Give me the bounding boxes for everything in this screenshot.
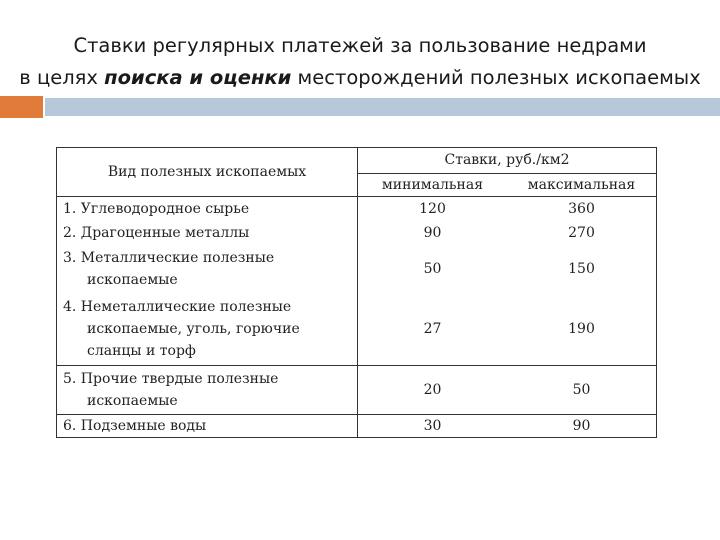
row-name-line: ископаемые xyxy=(87,393,178,409)
row-name xyxy=(57,221,358,245)
row-name-line: сланцы и торф xyxy=(87,343,196,359)
header-mineral-type: Вид полезных ископаемых xyxy=(57,148,358,197)
row-name xyxy=(57,415,358,438)
title-line-2-prefix: в целях xyxy=(19,66,105,89)
row-name-line: ископаемые xyxy=(87,272,178,288)
row-name xyxy=(57,366,358,415)
slide-title xyxy=(0,30,720,94)
table-row xyxy=(57,221,657,245)
title-line-2 xyxy=(0,62,720,94)
header-max: максимальная xyxy=(507,173,657,196)
row-name xyxy=(57,293,358,366)
table-row xyxy=(57,293,657,366)
row-max: 190 xyxy=(507,293,657,366)
row-name-line: 5. Прочие твердые полезные xyxy=(63,371,279,387)
row-min: 120 xyxy=(358,197,508,222)
row-max: 360 xyxy=(507,197,657,222)
rates-table-container xyxy=(56,147,657,438)
table-row xyxy=(57,366,657,415)
row-max: 90 xyxy=(507,415,657,438)
row-min: 30 xyxy=(358,415,508,438)
row-name-line: 2. Драгоценные металлы xyxy=(63,225,250,241)
row-name-line: 3. Металлические полезные xyxy=(63,250,275,266)
row-name xyxy=(57,197,358,222)
accent-bar xyxy=(0,96,720,118)
header-min: минимальная xyxy=(358,173,508,196)
row-name xyxy=(57,245,358,293)
row-name-line: ископаемые, уголь, горючие xyxy=(87,321,300,337)
table-row xyxy=(57,197,657,222)
row-name-line: 6. Подземные воды xyxy=(63,418,207,434)
table-row xyxy=(57,415,657,438)
table-row xyxy=(57,245,657,293)
row-max: 50 xyxy=(507,366,657,415)
row-name-line: 1. Углеводородное сырье xyxy=(63,201,250,217)
title-line-1: Ставки регулярных платежей за пользование недрами xyxy=(73,34,647,57)
title-line-2-suffix: месторождений полезных ископаемых xyxy=(291,66,701,89)
row-min: 20 xyxy=(358,366,508,415)
header-rates: Ставки, руб./км2 xyxy=(358,148,657,174)
row-min: 90 xyxy=(358,221,508,245)
row-name-line: 4. Неметаллические полезные xyxy=(63,299,292,315)
row-min: 50 xyxy=(358,245,508,293)
accent-orange-block xyxy=(0,96,43,118)
row-max: 270 xyxy=(507,221,657,245)
accent-blue-strip xyxy=(45,98,720,116)
table-header-row-1 xyxy=(57,148,657,174)
rates-table xyxy=(56,147,657,438)
title-line-2-emphasis: поиска и оценки xyxy=(104,66,292,89)
row-max: 150 xyxy=(507,245,657,293)
row-min: 27 xyxy=(358,293,508,366)
